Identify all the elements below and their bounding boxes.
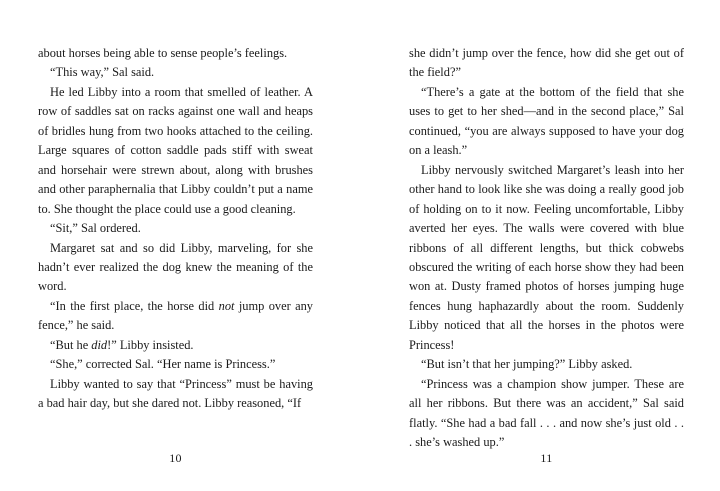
right-page-text: [409, 44, 684, 453]
paragraph: “Princess was a champion show jumper. These are all her ribbons. But there was an accident,” Sal said flatly. “She had a bad fall . . . and now she’s just old . . . she’s washed up.”: [409, 376, 684, 450]
paragraph: Margaret sat and so did Libby, marveling, for she hadn’t ever realized the dog knew the meaning of the word.: [38, 240, 313, 294]
paragraph-text: “But he: [50, 337, 92, 352]
paragraph: “But isn’t that her jumping?” Libby asked.: [421, 357, 633, 372]
paragraph: [38, 297, 313, 336]
paragraph: “She,” corrected Sal. “Her name is Princess.”: [50, 357, 276, 372]
paragraph: “Sit,” Sal ordered.: [50, 221, 141, 236]
page-number: 11: [540, 451, 553, 465]
paragraph: Libby nervously switched Margaret’s leash into her other hand to look like she was doing a really good job of holding on to it now. Feeling uncomfortable, Libby averted her eyes. The walls were covered with blue ribbons of all different lengths, but thick cobwebs obscured the writing of each horse show they had been won at. Dusty framed photos of horses jumping huge fences hung haphazardly about the room. Suddenly Libby noticed that all the horses in the photos were Princess!: [409, 162, 684, 352]
emphasis: did: [91, 337, 108, 352]
paragraph: she didn’t jump over the fence, how did she get out of the field?”: [409, 46, 684, 80]
paragraph: Libby wanted to say that “Princess” must be having a bad hair day, but she dared not. Libby reasoned, “If: [38, 376, 313, 411]
paragraph-text: “In the first place, the horse did: [50, 298, 219, 313]
paragraph-text: !” Libby insisted.: [107, 337, 194, 352]
paragraph: He led Libby into a room that smelled of leather. A row of saddles sat on racks against one wall and heaps of bridles hung from two hooks attached to the ceiling. Large squares of cotton saddle pads stiff with sweat and horsehair were strewn about, along with brushes and other paraphernalia that Libby couldn’t put a name to. She thought the place could use a good cleaning.: [38, 84, 313, 216]
page-number: 10: [169, 451, 182, 465]
paragraph: [38, 336, 313, 355]
left-page-text: [38, 44, 313, 414]
paragraph: about horses being able to sense people’s feelings.: [38, 46, 288, 60]
emphasis: not: [218, 298, 235, 313]
paragraph: “There’s a gate at the bottom of the field that she uses to get to her shed—and in the second place,” Sal continued, “you are always supposed to have your dog on a leash.”: [409, 84, 684, 158]
paragraph: “This way,” Sal said.: [50, 65, 155, 80]
paragraph-text: jump over any fence,” he said.: [38, 298, 313, 333]
